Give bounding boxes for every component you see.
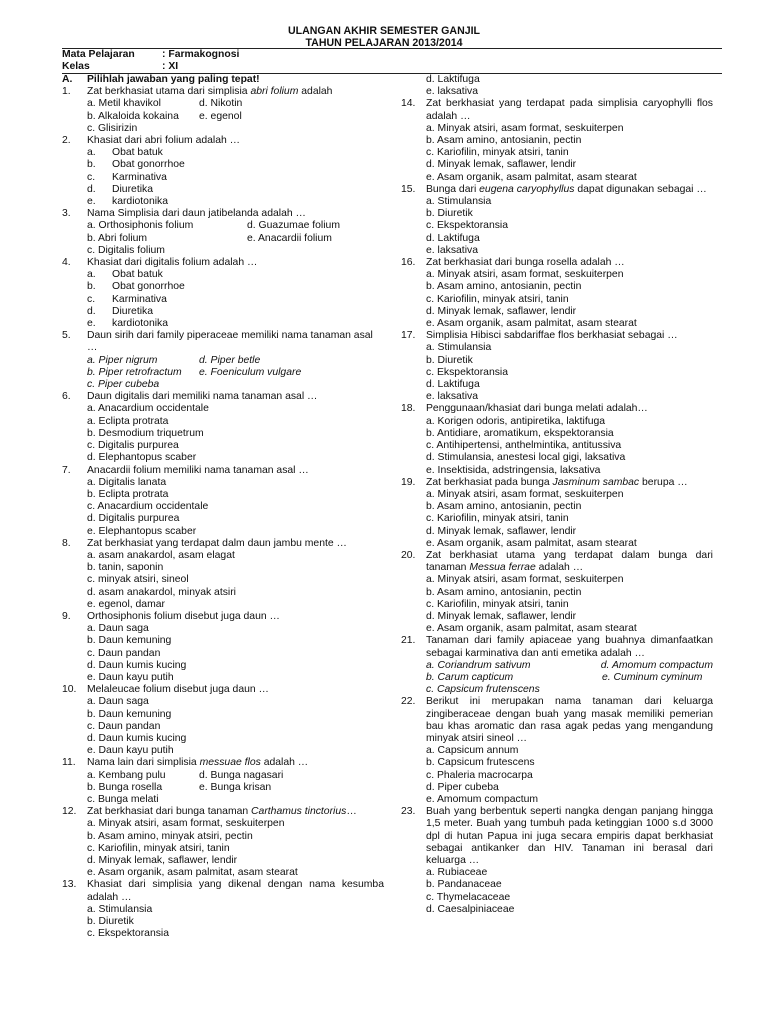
option[interactable]: d. Daun kumis kucing (87, 732, 187, 744)
option[interactable]: d. Diuretika (87, 183, 153, 195)
option[interactable]: a. Rubiaceae (426, 867, 488, 879)
option[interactable]: a. Korigen odoris, antipiretika, laktifuga (426, 415, 606, 427)
right-column (401, 74, 713, 916)
option[interactable]: d. Diuretika (87, 305, 153, 317)
option[interactable]: d. Daun kumis kucing (87, 659, 187, 671)
option[interactable]: c. Kariofilin, minyak atsiri, tanin (87, 842, 230, 854)
option[interactable]: b. Abri folium (87, 232, 148, 244)
subject-value: : Farmakognosi (162, 49, 240, 60)
option[interactable]: d. Minyak lemak, saflawer, lendir (426, 159, 577, 171)
question-22: 22. Berikut ini merupakan nama tanaman dari keluarga zingiberaceae dengan buah yang masak memiliki pemerian bau khas aromatic dan rasa agak pedas yang mengandung minyak atsiri sineol … a. Capsicum annum b. Capsicum frutescens c. Phaleria macrocarpa d. Piper cubeba e. Amomum compactum (401, 696, 713, 805)
option[interactable]: a. asam anakardol, asam elagat (87, 549, 235, 561)
option[interactable]: c. Ekspektoransia (426, 366, 509, 378)
option[interactable]: b. Asam amino, minyak atsiri, pectin (87, 830, 253, 842)
option[interactable]: e. laksativa (426, 244, 478, 256)
question-7: 7. Anacardii folium memiliki nama tanaman asal … a. Digitalis lanata b. Eclipta protrata c. Anacardium occidentale d. Digitalis purpurea e. Elephantopus scaber (62, 465, 384, 538)
option[interactable]: b. tanin, saponin (87, 562, 164, 574)
option[interactable]: c. Daun pandan (87, 647, 161, 659)
option[interactable]: e. Amomum compactum (426, 793, 539, 805)
left-column (62, 74, 384, 940)
option[interactable]: b. Diuretik (426, 208, 473, 220)
option[interactable]: b. Diuretik (426, 354, 473, 366)
question-23: 23. Buah yang berbentuk seperti nangka dengan panjang hingga 1,5 meter. Buah yang tumbuh pada ketinggian 1000 s.d 3000 dpl di hutan Papua ini juga secara empiris dapat berkhasiat sebagai antikanker dan HIV. Tanaman ini berasal dari keluarga … a. Rubiaceae b. Pandanaceae c. Thymelacaceae d. Caesalpiniaceae (401, 806, 713, 915)
exam-title: ULANGAN AKHIR SEMESTER GANJIL (287, 25, 481, 37)
option[interactable]: a. Kembang pulu (87, 769, 166, 781)
option[interactable]: e. Insektisida, adstringensia, laksativa (426, 464, 601, 476)
option[interactable]: e. Asam organik, asam palmitat, asam stearat (87, 867, 298, 879)
option[interactable]: b. Asam amino, antosianin, pectin (426, 586, 582, 598)
option[interactable]: d. Digitalis purpurea (87, 513, 180, 525)
question-12: 12. Zat berkhasiat dari bunga tanaman Carthamus tinctorius… a. Minyak atsiri, asam format, seskuiterpen b. Asam amino, minyak atsiri, pectin c. Kariofilin, minyak atsiri, tanin d. Minyak lemak, saflawer, lendir e. Asam organik, asam palmitat, asam stearat (62, 806, 384, 879)
option[interactable]: a. Stimulansia (87, 903, 153, 915)
question-18: 18. Penggunaan/khasiat dari bunga melati adalah… a. Korigen odoris, antipiretika, laktifuga b. Antidiare, aromatikum, ekspektoransia c. Antihipertensi, anthelmintika, antitussiva d. Stimulansia, anestesi local gigi, laksativa e. Insektisida, adstringensia, laksativa (401, 403, 713, 476)
exam-meta (62, 48, 722, 73)
option[interactable]: a. Obat batuk (87, 147, 163, 159)
option[interactable]: a. Daun saga (87, 623, 149, 635)
option[interactable]: d. Elephantopus scaber (87, 452, 197, 464)
option[interactable]: b. Capsicum frutescens (426, 757, 535, 769)
option[interactable]: c. Kariofilin, minyak atsiri, tanin (426, 513, 569, 525)
question-2: 2. Khasiat dari abri folium adalah … a. Obat batuk b. Obat gonorrhoe c. Karminativa d. Diuretika e. kardiotonika (62, 135, 384, 208)
option[interactable]: e. Elephantopus scaber (87, 525, 197, 537)
option[interactable]: d. Minyak lemak, saflawer, lendir (426, 610, 577, 622)
question-3: 3. Nama Simplisia dari daun jatibelanda adalah … a. Orthosiphonis folium d. Guazumae folium b. Abri folium e. Anacardii folium c. Digitalis folium (62, 208, 384, 257)
option[interactable]: a. Minyak atsiri, asam format, seskuiterpen (426, 122, 624, 134)
question-13: 13. Khasiat dari simplisia yang dikenal dengan nama kesumba adalah … a. Stimulansia b. Diuretik c. Ekspektoransia (62, 879, 384, 940)
option[interactable]: e. egenol (199, 110, 242, 122)
question-17: 17. Simplisia Hibisci sabdariffae flos berkhasiat sebagai … a. Stimulansia b. Diuretik c. Ekspektoransia d. Laktifuga e. laksativa (401, 330, 713, 403)
option[interactable]: d. Stimulansia, anestesi local gigi, laksativa (426, 452, 626, 464)
option[interactable]: c. Piper cubeba (87, 379, 160, 391)
question-14: 14. Zat berkhasiat yang terdapat pada simplisia caryophylli flos adalah … a. Minyak atsiri, asam format, seskuiterpen b. Asam amino, antosianin, pectin c. Kariofilin, minyak atsiri, tanin d. Minyak lemak, saflawer, lendir e. Asam organik, asam palmitat, asam stearat (401, 98, 713, 183)
subject-label: Mata Pelajaran (62, 49, 135, 60)
question-5: 5. Daun sirih dari family piperaceae memiliki nama tanaman asal … a. Piper nigrum d. Piper betle b. Piper retrofractum e. Foeniculum vulgare c. Piper cubeba (62, 330, 384, 391)
option[interactable]: e. laksativa (426, 391, 478, 403)
class-label: Kelas (62, 61, 90, 73)
section-heading: A. Pilihlah jawaban yang paling tepat! (62, 74, 260, 85)
option[interactable]: d. Laktifuga (426, 379, 480, 391)
option[interactable]: e. Daun kayu putih (87, 671, 174, 683)
option[interactable]: e. Cuminum cyminum (602, 671, 703, 683)
option[interactable]: c. Digitalis folium (87, 244, 165, 256)
option[interactable]: a. Capsicum annum (426, 745, 519, 757)
question-15: 15. Bunga dari eugena caryophyllus dapat digunakan sebagai … a. Stimulansia b. Diuretik c. Ekspektoransia d. Laktifuga e. laksativa (401, 184, 713, 257)
option[interactable]: a. Minyak atsiri, asam format, seskuiterpen (87, 818, 285, 830)
option[interactable]: d. Piper cubeba (426, 781, 499, 793)
option[interactable]: c. Thymelacaceae (426, 891, 511, 903)
option[interactable]: d. Laktifuga (426, 232, 480, 244)
option[interactable]: c. Digitalis purpurea (87, 440, 179, 452)
option[interactable]: c. Phaleria macrocarpa (426, 769, 533, 781)
option[interactable]: e. Asam organik, asam palmitat, asam stearat (426, 171, 637, 183)
option[interactable]: c. Kariofilin, minyak atsiri, tanin (426, 147, 569, 159)
option[interactable]: d. Laktifuga (426, 74, 480, 85)
option[interactable]: b. Carum capticum (426, 671, 514, 683)
question-20: 20. Zat berkhasiat utama yang terdapat dalam bunga dari tanaman Messua ferrae adalah … a. Minyak atsiri, asam format, seskuiterpen b. Asam amino, antosianin, pectin c. Kariofilin, minyak atsiri, tanin d. Minyak lemak, saflawer, lendir e. Asam organik, asam palmitat, asam stearat (401, 549, 713, 635)
option[interactable]: a. Digitalis lanata (87, 476, 167, 488)
option[interactable]: a. Minyak atsiri, asam format, seskuiterpen (426, 269, 624, 281)
option[interactable]: d. Amomum compactum (600, 659, 713, 671)
option[interactable]: e. Bunga krisan (199, 781, 272, 793)
option[interactable]: d. Caesalpiniaceae (426, 903, 515, 915)
option[interactable]: b. Eclipta protrata (87, 488, 169, 500)
option[interactable]: a. Anacardium occidentale (87, 403, 209, 415)
class-value: : XI (162, 61, 179, 73)
option[interactable]: e. Daun kayu putih (87, 745, 174, 757)
option[interactable]: d. Bunga nagasari (199, 769, 284, 781)
option[interactable]: d. Minyak lemak, saflawer, lendir (426, 305, 577, 317)
question-4: 4. Khasiat dari digitalis folium adalah … a. Obat batuk b. Obat gonorrhoe c. Karminativa d. Diuretika e. kardiotonika (62, 257, 384, 330)
option[interactable]: b. Daun kemuning (87, 635, 172, 647)
option[interactable]: a. Daun saga (87, 696, 149, 708)
option[interactable]: b. Alkaloida kokaina (87, 110, 179, 122)
option[interactable]: c. Ekspektoransia (426, 220, 509, 232)
option[interactable]: d. Piper betle (199, 354, 261, 366)
option[interactable]: b. Piper retrofractum (87, 366, 182, 378)
option[interactable]: e. Asam organik, asam palmitat, asam stearat (426, 537, 637, 549)
option[interactable]: c. Anacardium occidentale (87, 501, 209, 513)
option[interactable]: e. Foeniculum vulgare (199, 366, 302, 378)
option[interactable]: b. Asam amino, antosianin, pectin (426, 135, 582, 147)
option[interactable]: c. Ekspektoransia (87, 928, 170, 940)
question-13-continued (401, 74, 713, 98)
question-19: 19. Zat berkhasiat pada bunga Jasminum sambac berupa … a. Minyak atsiri, asam format, seskuiterpen b. Asam amino, antosianin, pectin c. Kariofilin, minyak atsiri, tanin d. Minyak lemak, saflawer, lendir e. Asam organik, asam palmitat, asam stearat (401, 477, 713, 550)
option[interactable]: a. Piper nigrum (87, 354, 158, 366)
option[interactable]: e. Asam organik, asam palmitat, asam stearat (426, 318, 637, 330)
option[interactable]: e. kardiotonika (87, 318, 169, 330)
option[interactable]: c. minyak atsiri, sineol (87, 574, 189, 586)
option[interactable]: d. Minyak lemak, saflawer, lendir (426, 525, 577, 537)
option[interactable]: d. asam anakardol, minyak atsiri (87, 586, 236, 598)
question-6: 6. Daun digitalis dari memiliki nama tanaman asal … a. Anacardium occidentale a. Eclipta protrata b. Desmodium triquetrum c. Digitalis purpurea d. Elephantopus scaber (62, 391, 384, 464)
option[interactable]: e. kardiotonika (87, 196, 169, 208)
question-11: 11. Nama lain dari simplisia messuae flos adalah … a. Kembang pulu d. Bunga nagasari b. Bunga rosella e. Bunga krisan c. Bunga melati (62, 757, 384, 806)
option[interactable]: a. Orthosiphonis folium (87, 220, 194, 232)
option[interactable]: c. Kariofilin, minyak atsiri, tanin (426, 293, 569, 305)
option[interactable]: a. Obat batuk (87, 269, 163, 281)
exam-year: TAHUN PELAJARAN 2013/2014 (305, 37, 463, 49)
option[interactable]: a. Metil khavikol (87, 98, 161, 110)
option[interactable]: b. Asam amino, antosianin, pectin (426, 501, 582, 513)
option[interactable]: b. Diuretik (87, 916, 134, 928)
option[interactable]: a. Minyak atsiri, asam format, seskuiterpen (426, 574, 624, 586)
option[interactable]: a. Coriandrum sativum (426, 659, 531, 671)
option[interactable]: d. Minyak lemak, saflawer, lendir (87, 855, 238, 866)
question-9: 9. Orthosiphonis folium disebut juga daun … a. Daun saga b. Daun kemuning c. Daun pandan d. Daun kumis kucing e. Daun kayu putih (62, 611, 384, 684)
option[interactable]: a. Eclipta protrata (87, 415, 169, 427)
option[interactable]: b. Asam amino, antosianin, pectin (426, 281, 582, 293)
question-16: 16. Zat berkhasiat dari bunga rosella adalah … a. Minyak atsiri, asam format, seskuiterpen b. Asam amino, antosianin, pectin c. Kariofilin, minyak atsiri, tanin d. Minyak lemak, saflawer, lendir e. Asam organik, asam palmitat, asam stearat (401, 257, 713, 330)
option[interactable]: b. Antidiare, aromatikum, ekspektoransia (426, 427, 614, 439)
question-21: 21. Tanaman dari family apiaceae yang buahnya dimanfaatkan sebagai karminativa dan anti emetika adalah … a. Coriandrum sativum d. Amomum compactum b. Carum capticum e. Cuminum cyminum c. Capsicum frutenscens (401, 635, 713, 696)
option[interactable]: c. Glisirizin (87, 122, 138, 134)
option[interactable]: b. Pandanaceae (426, 879, 502, 891)
option[interactable]: b. Desmodium triquetrum (87, 427, 204, 439)
option[interactable]: e. laksativa (426, 86, 478, 98)
option[interactable]: b. Obat gonorrhoe (87, 159, 185, 171)
exam-header (0, 25, 768, 49)
option[interactable]: d. Guazumae folium (247, 220, 340, 232)
option[interactable]: e. Anacardii folium (247, 232, 332, 244)
question-10: 10. Melaleucae folium disebut juga daun … a. Daun saga b. Daun kemuning c. Daun pandan d. Daun kumis kucing e. Daun kayu putih (62, 684, 384, 757)
option[interactable]: b. Obat gonorrhoe (87, 281, 185, 293)
option[interactable]: c. Capsicum frutenscens (426, 684, 540, 696)
option[interactable]: b. Daun kemuning (87, 708, 172, 720)
question-8: 8. Zat berkhasiat yang terdapat dalm daun jambu mente … a. asam anakardol, asam elagat b. tanin, saponin c. minyak atsiri, sineol d. asam anakardol, minyak atsiri e. egenol, damar (62, 538, 384, 611)
question-1: 1. Zat berkhasiat utama dari simplisia abri folium adalah a. Metil khavikol d. Nikotin b. Alkaloida kokaina e. egenol c. Glisirizin (62, 86, 384, 135)
option[interactable]: b. Bunga rosella (87, 781, 163, 793)
option[interactable]: d. Nikotin (199, 98, 243, 110)
option[interactable]: c. Bunga melati (87, 793, 159, 805)
option[interactable]: a. Minyak atsiri, asam format, seskuiterpen (426, 488, 624, 500)
option[interactable]: c. Daun pandan (87, 720, 161, 732)
option[interactable]: c. Karminativa (87, 293, 167, 305)
option[interactable]: c. Karminativa (87, 171, 167, 183)
option[interactable]: a. Stimulansia (426, 342, 492, 354)
option[interactable]: e. egenol, damar (87, 598, 165, 610)
option[interactable]: c. Kariofilin, minyak atsiri, tanin (426, 598, 569, 610)
option[interactable]: c. Antihipertensi, anthelmintika, antitussiva (426, 440, 622, 452)
option[interactable]: a. Stimulansia (426, 196, 492, 208)
option[interactable]: e. Asam organik, asam palmitat, asam stearat (426, 623, 637, 635)
